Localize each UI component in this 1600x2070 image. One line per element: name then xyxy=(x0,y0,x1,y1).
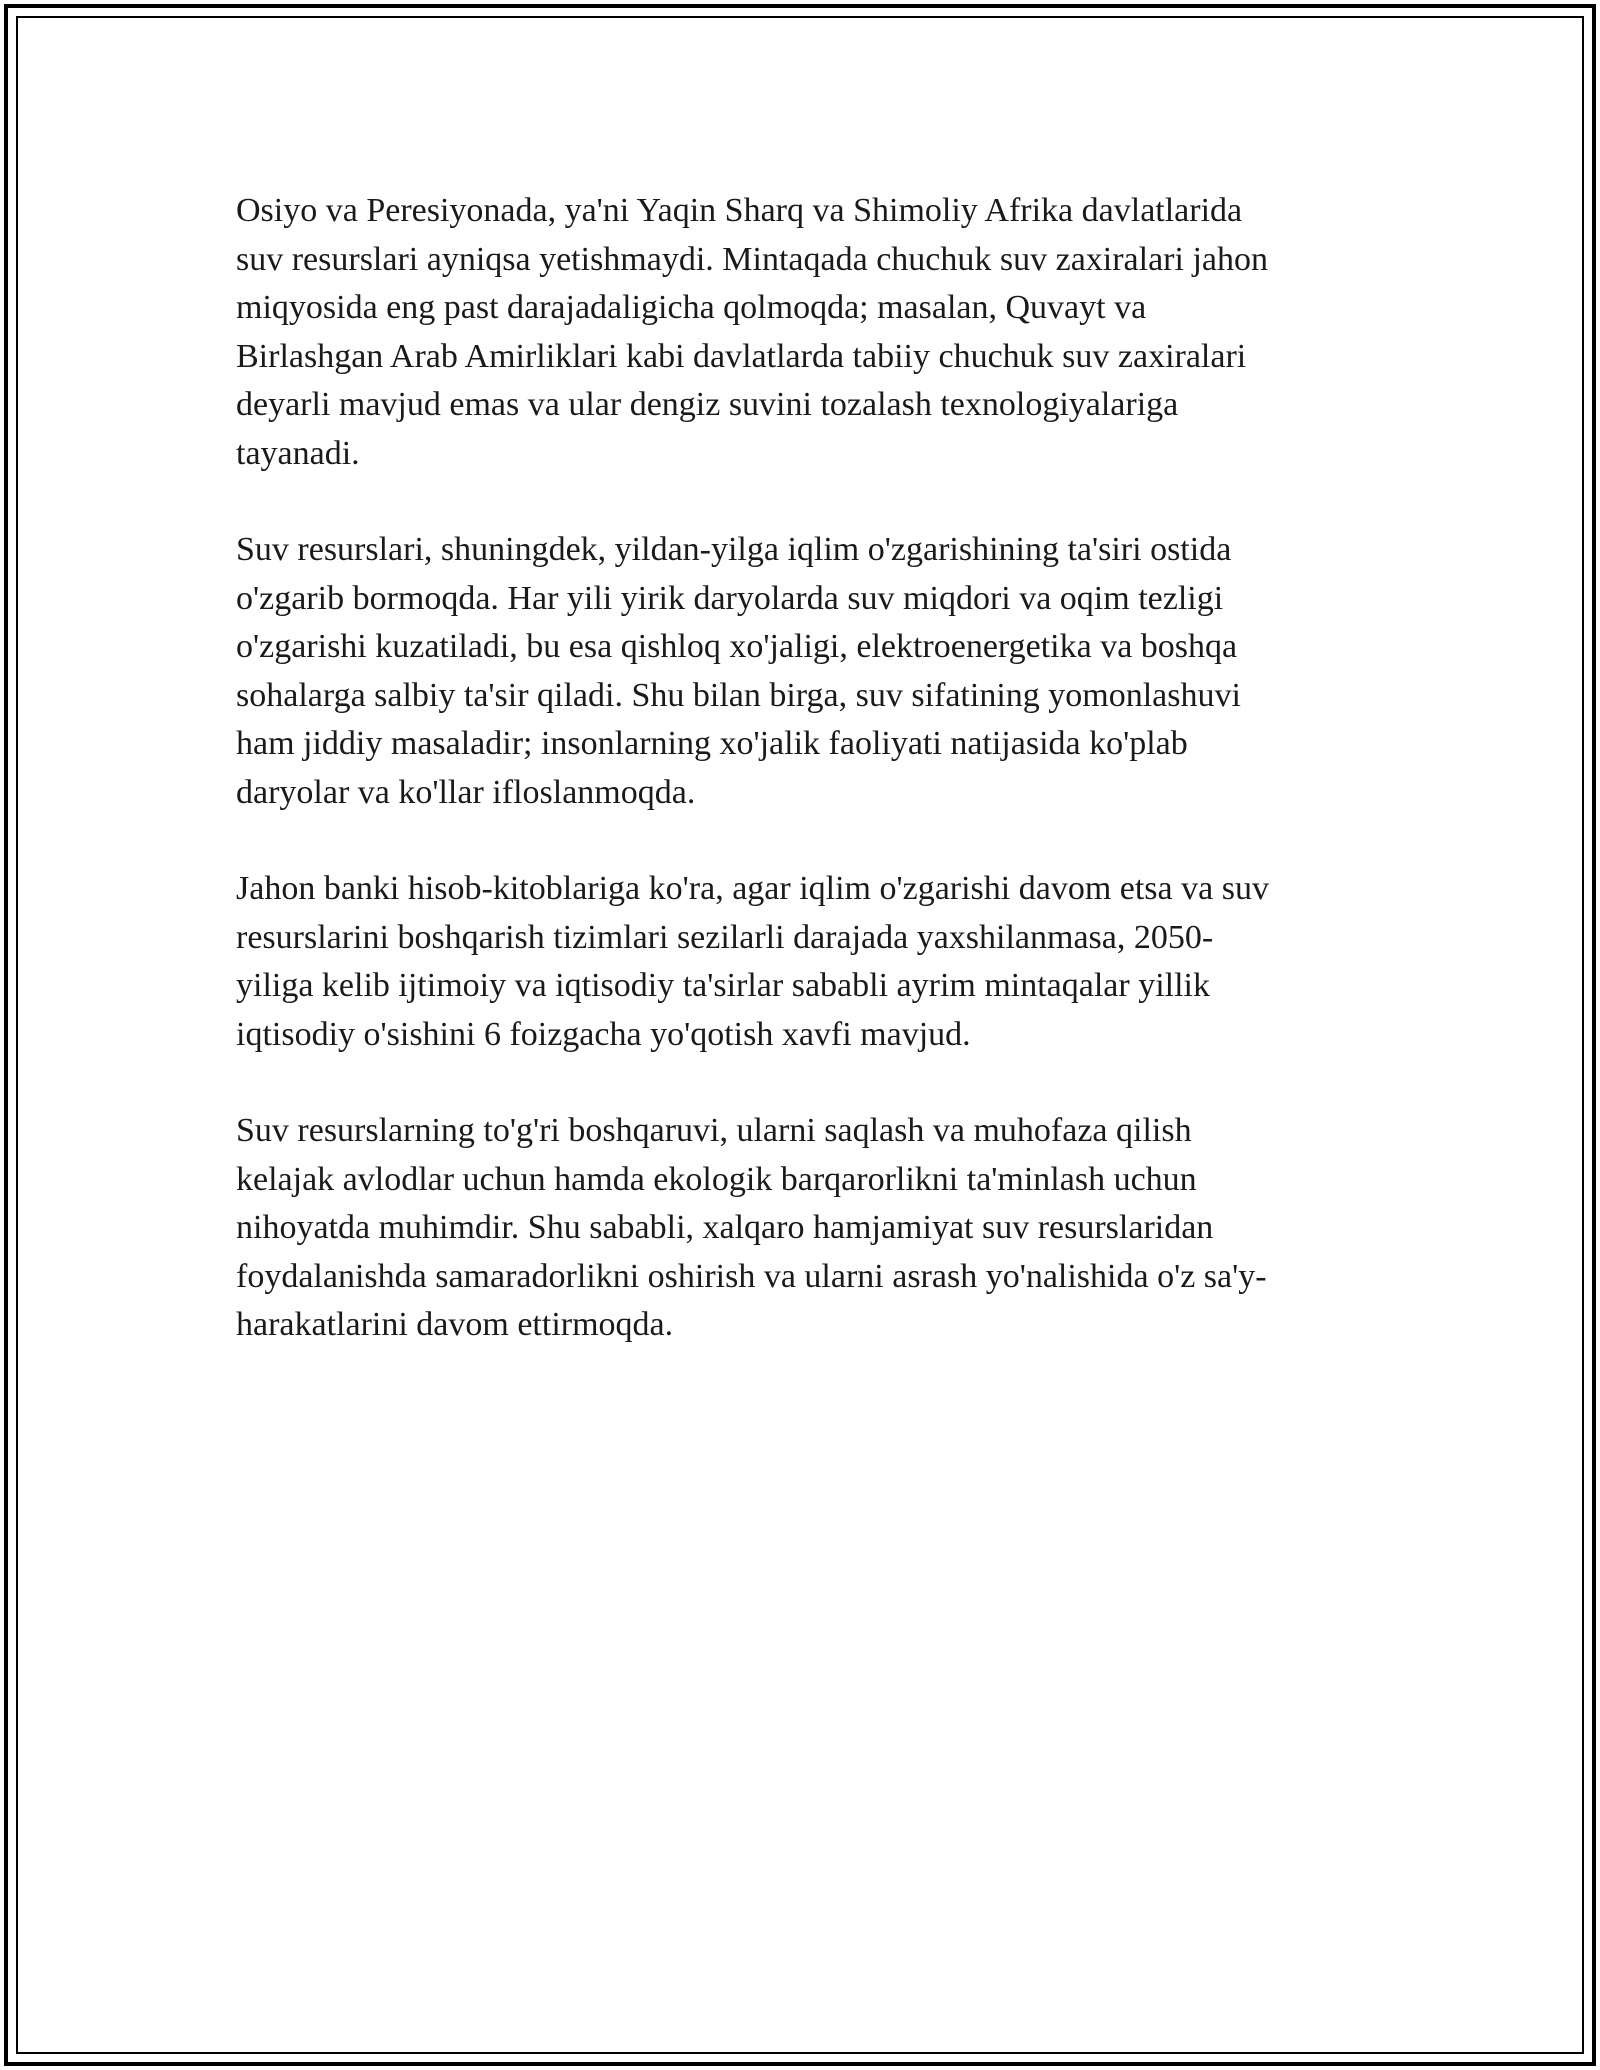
paragraph-climate-change-impact: Suv resurslari, shuningdek, yildan-yilga iqlim o'zgarishining ta'siri ostida o'zgarib bormoqda. Har yili yirik daryolarda suv miqdori va oqim tezligi o'zgarishi kuzatiladi, bu esa qishloq xo'jaligi, elektroenergetika va boshqa sohalarga salbiy ta'sir qiladi. Shu bilan birga, suv sifatining yomonlashuvi ham jiddiy masaladir; insonlarning xo'jalik faoliyati natijasida ko'plab daryolar va ko'llar ifloslanmoqda. xyxy=(236,531,1241,811)
paragraph-water-scarcity-middle-east: Osiyo va Peresiyonada, ya'ni Yaqin Sharq va Shimoliy Afrika davlatlarida suv resurslari ayniqsa yetishmaydi. Mintaqada chuchuk suv zaxiralari jahon miqyosida eng past darajadaligicha qolmoqda; masalan, Quvayt va Birlashgan Arab Amirliklari kabi davlatlarda tabiiy chuchuk suv zaxiralari deyarli mavjud emas va ular dengiz suvini tozalash texnologiyalariga tayanadi. xyxy=(236,192,1268,472)
document-body xyxy=(236,187,1366,1398)
paragraph-world-bank-estimate: Jahon banki hisob-kitoblariga ko'ra, agar iqlim o'zgarishi davom etsa va suv resurslarini boshqarish tizimlari sezilarli darajada yaxshilanmasa, 2050- yiliga kelib ijtimoiy va iqtisodiy ta'sirlar sababli ayrim mintaqalar yillik iqtisodiy o'sishini 6 foizgacha yo'qotish xavfi mavjud. xyxy=(236,870,1269,1053)
paragraph-water-management-conclusion: Suv resurslarning to'g'ri boshqaruvi, ularni saqlash va muhofaza qilish kelajak avlodlar uchun hamda ekologik barqarorlikni ta'minlash uchun nihoyatda muhimdir. Shu sababli, xalqaro hamjamiyat suv resurslaridan foydalanishda samaradorlikni oshirish va ularni asrash yo'nalishida o'z sa'y- harakatlarini davom ettirmoqda. xyxy=(236,1112,1267,1343)
